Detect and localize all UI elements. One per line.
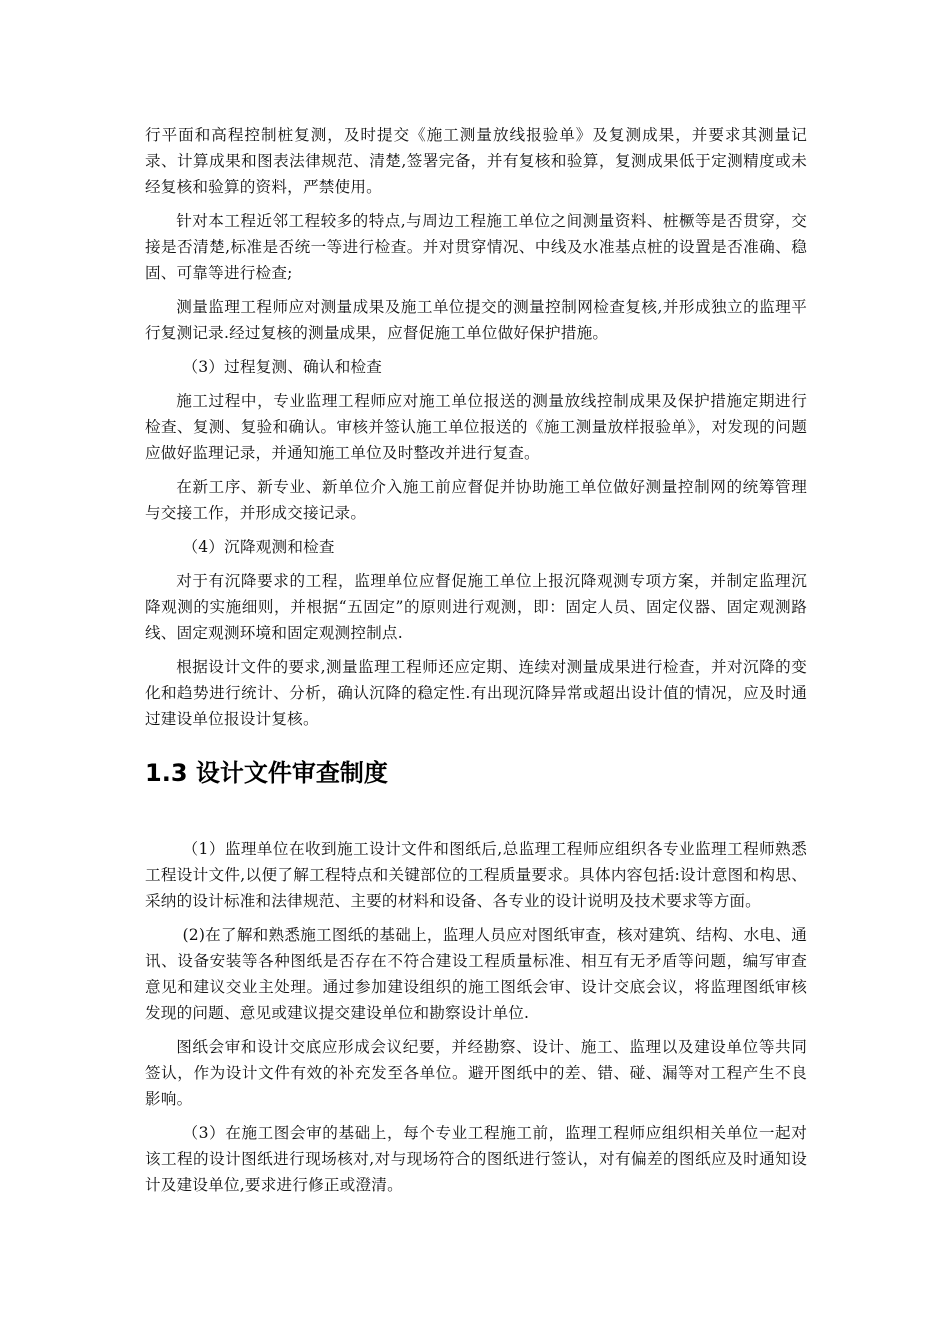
paragraph-settlement-analysis: 根据设计文件的要求,测量监理工程师还应定期、连续对测量成果进行检查，并对沉降的变化和趋势进行统计、分析，确认沉降的稳定性.有出现沉降异常或超出设计值的情况，应及时通过建设单位报设计复核。 — [145, 658, 807, 728]
paragraph-design-docs-1: （1）监理单位在收到施工设计文件和图纸后,总监理工程师应组织各专业监理工程师熟悉工程设计文件,以便了解工程特点和关键部位的工程质量要求。具体内容包括:设计意图和构思、采纳的设计标准和法律规范、主要的材料和设备、各专业的设计说明及技术要求等方面。 — [145, 840, 807, 910]
paragraph-design-docs-minutes: 图纸会审和设计交底应形成会议纪要，并经勘察、设计、施工、监理以及建设单位等共同签认，作为设计文件有效的补充发至各单位。避开图纸中的差、错、碰、漏等对工程产生不良影响。 — [145, 1038, 807, 1108]
paragraph-construction-survey: 施工过程中，专业监理工程师应对施工单位报送的测量放线控制成果及保护措施定期进行检查、复测、复验和确认。审核并签认施工单位报送的《施工测量放样报验单》，对发现的问题应做好监理记录，并通知施工单位及时整改并进行复查。 — [145, 392, 807, 462]
paragraph-design-docs-3: （3）在施工图会审的基础上，每个专业工程施工前，监理工程师应组织相关单位一起对该工程的设计图纸进行现场核对,对与现场符合的图纸进行签认，对有偏差的图纸应及时通知设计及建设单位,要求进行修正或澄清。 — [145, 1124, 807, 1194]
section-heading-1-3: 1.3 设计文件审查制度 — [145, 759, 388, 787]
subheading-settlement-observation: （4）沉降观测和检查 — [182, 538, 335, 556]
paragraph-adjacent-projects: 针对本工程近邻工程较多的特点,与周边工程施工单位之间测量资料、桩橛等是否贯穿，交接是否清楚,标准是否统一等进行检查。并对贯穿情况、中线及水准基点桩的设置是否准确、稳固、可靠等进行检查; — [145, 212, 807, 282]
document-page — [145, 122, 807, 1206]
paragraph-design-docs-2: (2)在了解和熟悉施工图纸的基础上，监理人员应对图纸审查，核对建筑、结构、水电、通讯、设备安装等各种图纸是否存在不符合建设工程质量标准、相互有无矛盾等问题，编写审查意见和建议交业主处理。通过参加建设组织的施工图纸会审、设计交底会议，将监理图纸审核发现的问题、意见或建议提交建设单位和勘察设计单位. — [145, 926, 807, 1022]
subheading-process-recheck: （3）过程复测、确认和检查 — [182, 358, 383, 376]
paragraph-handover: 在新工序、新专业、新单位介入施工前应督促并协助施工单位做好测量控制网的统筹管理与交接工作，并形成交接记录。 — [145, 478, 807, 522]
paragraph-survey-recheck: 行平面和高程控制桩复测，及时提交《施工测量放线报验单》及复测成果，并要求其测量记录、计算成果和图表法律规范、清楚,签署完备，并有复核和验算，复测成果低于定测精度或未经复核和验算的资料，严禁使用。 — [145, 126, 807, 196]
paragraph-control-network-review: 测量监理工程师应对测量成果及施工单位提交的测量控制网检查复核,并形成独立的监理平行复测记录.经过复核的测量成果，应督促施工单位做好保护措施。 — [145, 298, 807, 342]
paragraph-settlement-plan: 对于有沉降要求的工程，监理单位应督促施工单位上报沉降观测专项方案，并制定监理沉降观测的实施细则，并根据“五固定”的原则进行观测，即：固定人员、固定仪器、固定观测路线、固定观测环境和固定观测控制点. — [145, 572, 807, 642]
